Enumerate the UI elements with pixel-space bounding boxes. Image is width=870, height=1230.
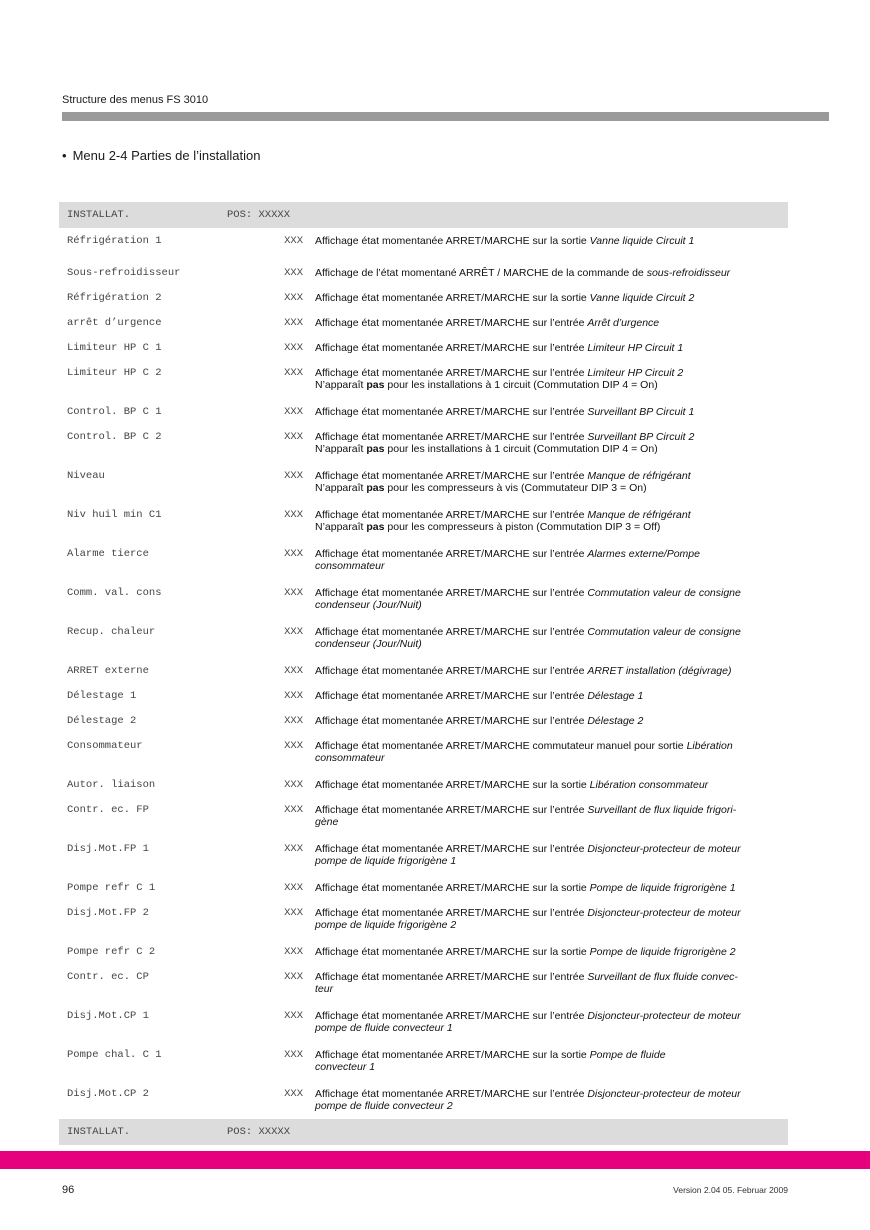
description-text: Affichage état momentanée ARRET/MARCHE sur l’entrée	[315, 626, 588, 638]
description-text: Affichage état momentanée ARRET/MARCHE sur la sortie	[315, 235, 590, 247]
description-line	[315, 740, 785, 752]
description-line	[315, 752, 785, 764]
table-row	[59, 1002, 788, 1041]
description-line	[315, 690, 785, 702]
description-line	[315, 1061, 785, 1073]
description-line	[315, 482, 785, 494]
row-label: Control. BP C 2	[67, 431, 162, 443]
table-header-row	[59, 202, 788, 228]
row-value: XXX	[284, 946, 303, 958]
row-value: XXX	[284, 843, 303, 855]
row-description	[315, 690, 785, 702]
row-value: XXX	[284, 470, 303, 482]
description-line	[315, 367, 785, 379]
description-italic: gène	[315, 816, 339, 828]
row-label: Comm. val. cons	[67, 587, 162, 599]
table-row	[59, 398, 788, 423]
table-row	[59, 309, 788, 334]
description-italic: consommateur	[315, 560, 385, 572]
row-description	[315, 946, 785, 958]
description-italic: teur	[315, 983, 334, 995]
description-line	[315, 292, 785, 304]
row-value: XXX	[284, 235, 303, 247]
row-label: ARRET externe	[67, 665, 149, 677]
row-value: XXX	[284, 907, 303, 919]
table-row	[59, 707, 788, 732]
description-text: Affichage état momentanée ARRET/MARCHE sur l’entrée	[315, 431, 588, 443]
row-value: XXX	[284, 715, 303, 727]
description-line	[315, 946, 785, 958]
row-value: XXX	[284, 882, 303, 894]
description-line	[315, 715, 785, 727]
description-text: pour les installations à 1 circuit (Commutation DIP 4 = On)	[384, 443, 658, 455]
row-label: Délestage 2	[67, 715, 137, 727]
header-position: POS: XXXXX	[227, 209, 291, 221]
description-text: N’apparaît	[315, 379, 367, 391]
table-row	[59, 657, 788, 682]
description-line	[315, 919, 785, 931]
table-row	[59, 938, 788, 963]
description-line	[315, 379, 785, 391]
description-italic: Limiteur HP Circuit 1	[587, 342, 684, 354]
description-text: Affichage état momentanée ARRET/MARCHE sur l’entrée	[315, 470, 588, 482]
row-value: XXX	[284, 292, 303, 304]
description-text: Affichage état momentanée ARRET/MARCHE sur l’entrée	[315, 907, 588, 919]
description-line	[315, 1049, 785, 1061]
row-description	[315, 509, 785, 533]
table-row	[59, 874, 788, 899]
description-line	[315, 971, 785, 983]
row-value: XXX	[284, 1088, 303, 1100]
description-text: Affichage état momentanée ARRET/MARCHE sur l’entrée	[315, 971, 588, 983]
table-row	[59, 963, 788, 1002]
row-description	[315, 715, 785, 727]
row-value: XXX	[284, 587, 303, 599]
description-italic: Manque de réfrigérant	[587, 509, 691, 521]
description-text: Affichage état momentanée ARRET/MARCHE sur l’entrée	[315, 406, 588, 418]
description-text: pour les installations à 1 circuit (Commutation DIP 4 = On)	[384, 379, 658, 391]
section-title	[62, 148, 260, 163]
description-italic: Pompe de liquide frigrorigène 1	[589, 882, 736, 894]
row-label: Limiteur HP C 1	[67, 342, 162, 354]
description-line	[315, 1088, 785, 1100]
row-value: XXX	[284, 548, 303, 560]
description-text: Affichage état momentanée ARRET/MARCHE sur l’entrée	[315, 715, 588, 727]
footer-bar	[0, 1151, 870, 1169]
description-italic: sous-refroidisseur	[646, 267, 731, 279]
table-row	[59, 1080, 788, 1119]
table-row	[59, 359, 788, 398]
row-label: Niv huil min C1	[67, 509, 162, 521]
description-italic: Disjoncteur-protecteur de moteur	[587, 1010, 741, 1022]
description-text: Affichage état momentanée ARRET/MARCHE sur la sortie	[315, 292, 590, 304]
description-line	[315, 267, 785, 279]
row-description	[315, 626, 785, 650]
description-text: Affichage état momentanée ARRET/MARCHE sur l’entrée	[315, 317, 588, 329]
description-italic: Surveillant de flux liquide frigori-	[587, 804, 737, 816]
description-line	[315, 779, 785, 791]
row-value: XXX	[284, 804, 303, 816]
description-italic: condenseur (Jour/Nuit)	[315, 599, 422, 611]
table-row	[59, 1041, 788, 1080]
row-value: XXX	[284, 1049, 303, 1061]
row-value: XXX	[284, 367, 303, 379]
table-row	[59, 796, 788, 835]
description-line	[315, 843, 785, 855]
footer-position: POS: XXXXX	[227, 1126, 291, 1138]
row-description	[315, 470, 785, 494]
description-italic: Commutation valeur de consigne	[587, 587, 741, 599]
description-text: pour les compresseurs à vis (Commutateur DIP 3 = On)	[384, 482, 647, 494]
row-value: XXX	[284, 690, 303, 702]
description-line	[315, 665, 785, 677]
row-value: XXX	[284, 406, 303, 418]
row-description	[315, 665, 785, 677]
row-value: XXX	[284, 740, 303, 752]
row-label: Disj.Mot.FP 2	[67, 907, 149, 919]
description-line	[315, 983, 785, 995]
description-italic: pompe de fluide convecteur 2	[315, 1100, 453, 1112]
description-italic: consommateur	[315, 752, 385, 764]
row-label: Pompe chal. C 1	[67, 1049, 162, 1061]
row-label: Disj.Mot.CP 1	[67, 1010, 149, 1022]
description-bold: pas	[366, 379, 385, 391]
description-text: Affichage état momentanée ARRET/MARCHE sur l’entrée	[315, 1010, 588, 1022]
description-line	[315, 317, 785, 329]
page-number: 96	[62, 1184, 75, 1196]
row-description	[315, 292, 785, 304]
description-italic: Disjoncteur-protecteur de moteur	[587, 843, 741, 855]
table-row	[59, 682, 788, 707]
description-text: Affichage état momentanée ARRET/MARCHE sur la sortie	[315, 882, 590, 894]
row-value: XXX	[284, 626, 303, 638]
description-line	[315, 599, 785, 611]
row-description	[315, 406, 785, 418]
table-footer-row	[59, 1119, 788, 1145]
row-label: Niveau	[67, 470, 105, 482]
table-row	[59, 462, 788, 501]
description-line	[315, 342, 785, 354]
header-label: INSTALLAT.	[67, 209, 131, 221]
description-line	[315, 521, 785, 533]
row-value: XXX	[284, 665, 303, 677]
footer-label: INSTALLAT.	[67, 1126, 131, 1138]
row-description	[315, 342, 785, 354]
table-row	[59, 899, 788, 938]
row-label: Pompe refr C 1	[67, 882, 156, 894]
row-label: Pompe refr C 2	[67, 946, 156, 958]
row-label: Consommateur	[67, 740, 143, 752]
description-italic: Disjoncteur-protecteur de moteur	[587, 1088, 741, 1100]
description-line	[315, 560, 785, 572]
row-description	[315, 367, 785, 391]
description-line	[315, 804, 785, 816]
row-value: XXX	[284, 1010, 303, 1022]
description-line	[315, 1100, 785, 1112]
row-description	[315, 431, 785, 455]
table-row	[59, 228, 788, 259]
description-text: Affichage état momentanée ARRET/MARCHE sur la sortie	[315, 779, 590, 791]
description-text: Affichage état momentanée ARRET/MARCHE sur l’entrée	[315, 843, 588, 855]
description-text: pour les compresseurs à piston (Commutation DIP 3 = Off)	[384, 521, 661, 533]
row-description	[315, 1088, 785, 1112]
description-line	[315, 406, 785, 418]
description-italic: condenseur (Jour/Nuit)	[315, 638, 422, 650]
table-body	[59, 228, 788, 1119]
row-description	[315, 804, 785, 828]
description-italic: Commutation valeur de consigne	[587, 626, 741, 638]
row-description	[315, 1049, 785, 1073]
row-value: XXX	[284, 431, 303, 443]
table-row	[59, 540, 788, 579]
description-line	[315, 587, 785, 599]
row-label: Sous-refroidisseur	[67, 267, 181, 279]
description-italic: Pompe de fluide	[589, 1049, 666, 1061]
description-text: Affichage état momentanée ARRET/MARCHE sur l’entrée	[315, 548, 588, 560]
description-italic: Surveillant de flux fluide convec-	[587, 971, 738, 983]
description-text: Affichage état momentanée ARRET/MARCHE sur l’entrée	[315, 509, 588, 521]
menu-table	[59, 202, 788, 1145]
description-line	[315, 443, 785, 455]
description-line	[315, 431, 785, 443]
description-line	[315, 235, 785, 247]
description-text: Affichage état momentanée ARRET/MARCHE sur la sortie	[315, 946, 590, 958]
description-text: Affichage état momentanée ARRET/MARCHE sur l’entrée	[315, 665, 588, 677]
row-label: Délestage 1	[67, 690, 137, 702]
row-description	[315, 587, 785, 611]
row-label: Autor. liaison	[67, 779, 156, 791]
row-value: XXX	[284, 779, 303, 791]
row-label: Alarme tierce	[67, 548, 149, 560]
table-row	[59, 618, 788, 657]
row-description	[315, 235, 785, 247]
row-description	[315, 740, 785, 764]
description-italic: Libération consommateur	[589, 779, 709, 791]
description-italic: Arrêt d’urgence	[587, 317, 660, 329]
description-line	[315, 882, 785, 894]
row-description	[315, 971, 785, 995]
description-italic: ARRET installation (dégivrage)	[587, 665, 732, 677]
description-line	[315, 816, 785, 828]
description-italic: Libération	[686, 740, 733, 752]
description-italic: pompe de fluide convecteur 1	[315, 1022, 453, 1034]
row-label: Recup. chaleur	[67, 626, 156, 638]
table-row	[59, 334, 788, 359]
description-text: N’apparaît	[315, 482, 367, 494]
description-text: Affichage état momentanée ARRET/MARCHE sur l’entrée	[315, 804, 588, 816]
description-italic: pompe de liquide frigorigène 2	[315, 919, 457, 931]
row-label: Limiteur HP C 2	[67, 367, 162, 379]
row-description	[315, 548, 785, 572]
description-line	[315, 638, 785, 650]
description-line	[315, 626, 785, 638]
description-italic: Alarmes externe/Pompe	[587, 548, 700, 560]
description-bold: pas	[366, 521, 385, 533]
description-text: Affichage de l’état momentané ARRÊT / MARCHE de la commande de	[315, 267, 647, 279]
description-text: Affichage état momentanée ARRET/MARCHE sur l’entrée	[315, 342, 588, 354]
description-line	[315, 855, 785, 867]
description-italic: pompe de liquide frigorigène 1	[315, 855, 457, 867]
row-value: XXX	[284, 509, 303, 521]
table-row	[59, 501, 788, 540]
description-text: Affichage état momentanée ARRET/MARCHE commutateur manuel pour sortie	[315, 740, 687, 752]
description-text: Affichage état momentanée ARRET/MARCHE sur l’entrée	[315, 367, 588, 379]
description-text: Affichage état momentanée ARRET/MARCHE sur l’entrée	[315, 1088, 588, 1100]
table-row	[59, 835, 788, 874]
bullet: •	[62, 148, 67, 163]
description-italic: Pompe de liquide frigrorigène 2	[589, 946, 736, 958]
row-value: XXX	[284, 342, 303, 354]
description-italic: Surveillant BP Circuit 1	[587, 406, 695, 418]
row-value: XXX	[284, 971, 303, 983]
description-line	[315, 1022, 785, 1034]
row-description	[315, 907, 785, 931]
row-label: arrêt d’urgence	[67, 317, 162, 329]
description-italic: Limiteur HP Circuit 2	[587, 367, 684, 379]
section-title-text: Menu 2-4 Parties de l’installation	[72, 148, 261, 163]
description-text: Affichage état momentanée ARRET/MARCHE sur la sortie	[315, 1049, 590, 1061]
version-info: Version 2.04 05. Februar 2009	[673, 1185, 788, 1195]
row-description	[315, 779, 785, 791]
row-description	[315, 317, 785, 329]
description-text: Affichage état momentanée ARRET/MARCHE sur l’entrée	[315, 587, 588, 599]
row-label: Contr. ec. CP	[67, 971, 149, 983]
description-italic: Disjoncteur-protecteur de moteur	[587, 907, 741, 919]
description-text: N’apparaît	[315, 443, 367, 455]
row-label: Contr. ec. FP	[67, 804, 149, 816]
table-row	[59, 732, 788, 771]
description-bold: pas	[366, 482, 385, 494]
document-header: Structure des menus FS 3010	[62, 94, 209, 106]
description-line	[315, 1010, 785, 1022]
description-line	[315, 509, 785, 521]
row-label: Réfrigération 2	[67, 292, 162, 304]
description-line	[315, 548, 785, 560]
row-description	[315, 882, 785, 894]
row-description	[315, 843, 785, 867]
header-rule	[62, 112, 829, 121]
row-description	[315, 267, 785, 279]
description-italic: Délestage 2	[587, 715, 644, 727]
row-description	[315, 1010, 785, 1034]
row-value: XXX	[284, 317, 303, 329]
row-label: Control. BP C 1	[67, 406, 162, 418]
description-italic: Surveillant BP Circuit 2	[587, 431, 695, 443]
table-row	[59, 284, 788, 309]
description-line	[315, 907, 785, 919]
row-label: Réfrigération 1	[67, 235, 162, 247]
table-row	[59, 771, 788, 796]
row-value: XXX	[284, 267, 303, 279]
description-text: N’apparaît	[315, 521, 367, 533]
description-italic: convecteur 1	[315, 1061, 376, 1073]
description-italic: Vanne liquide Circuit 2	[589, 292, 695, 304]
description-bold: pas	[366, 443, 385, 455]
row-label: Disj.Mot.CP 2	[67, 1088, 149, 1100]
description-italic: Délestage 1	[587, 690, 644, 702]
description-italic: Manque de réfrigérant	[587, 470, 691, 482]
table-row	[59, 423, 788, 462]
description-line	[315, 470, 785, 482]
description-italic: Vanne liquide Circuit 1	[589, 235, 695, 247]
table-row	[59, 259, 788, 284]
table-row	[59, 579, 788, 618]
row-label: Disj.Mot.FP 1	[67, 843, 149, 855]
description-text: Affichage état momentanée ARRET/MARCHE sur l’entrée	[315, 690, 588, 702]
